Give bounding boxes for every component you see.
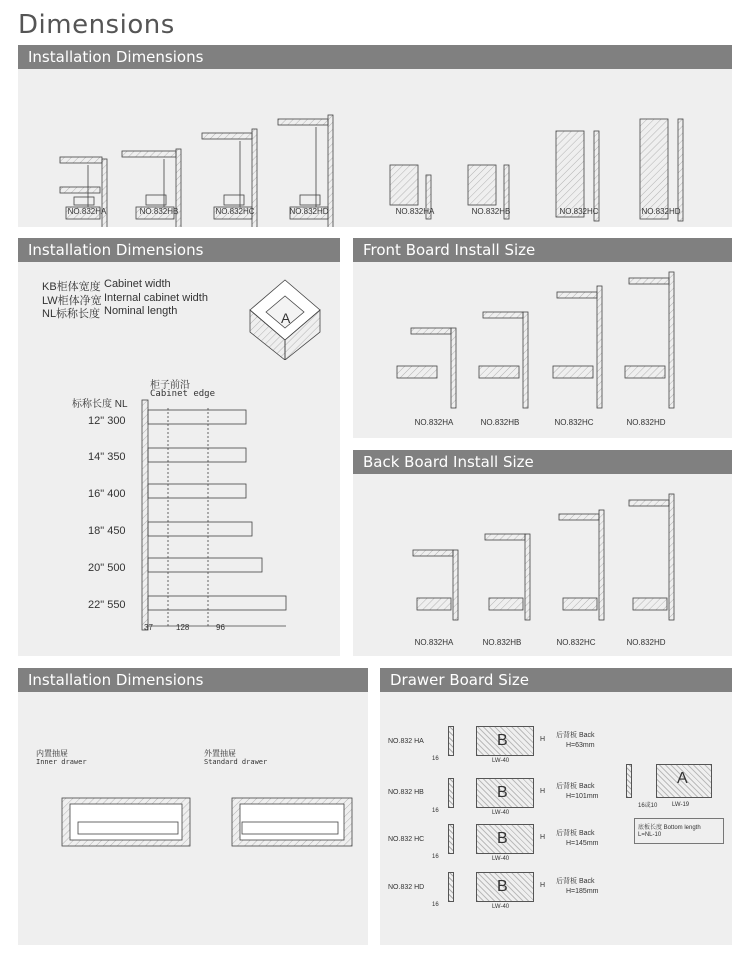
standard-drawer-cn: 外置抽屉 [204, 749, 236, 758]
bottom-board-16-10: 16或10 [638, 803, 658, 809]
front-board-drawing [353, 262, 732, 412]
board-row-hc-hlabel: H [540, 834, 546, 841]
section-header: Installation Dimensions [18, 45, 732, 69]
bottom-board-lw19: LW-19 [672, 802, 690, 808]
bottom-board-letter: A [677, 770, 688, 787]
page-title: Dimensions [18, 10, 175, 40]
section-back-board-install-size [353, 450, 732, 656]
length-550: 22" 550 [88, 599, 126, 611]
board-row-ha-lw40: LW-40 [492, 758, 510, 764]
front-model-hb: NO.832HB [480, 418, 520, 427]
bottom-length-formula: L=NL-10 [638, 832, 662, 838]
board-row-hd-lw40: LW-40 [492, 904, 510, 910]
installation-profiles-drawing [18, 69, 732, 227]
legend-nl-en: Nominal length [104, 305, 178, 317]
board-row-hd-h: H=185mm [566, 888, 599, 895]
section-drawer-board-size [380, 668, 732, 945]
board-row-hd-16: 16 [432, 902, 439, 908]
length-450: 18" 450 [88, 525, 126, 537]
board-row-hc-model: NO.832 HC [388, 836, 425, 843]
back-board-drawing [353, 474, 732, 630]
legend-kb-cn: KB柜体宽度 [42, 281, 101, 293]
inner-drawer-cn: 内置抽屉 [36, 749, 68, 758]
sec1-model-hb: NO.832HB [139, 207, 179, 216]
board-row-hc-16: 16 [432, 854, 439, 860]
svg-text:A: A [281, 310, 291, 326]
back-model-hc: NO.832HC [556, 638, 596, 647]
board-row-hb-16: 16 [432, 808, 439, 814]
legend-kb-en: Cabinet width [104, 278, 171, 290]
board-row-hb-lw40: LW-40 [492, 810, 510, 816]
board-row-ha-model: NO.832 HA [388, 738, 424, 745]
cabinet-edge-en: Cabinet edge [150, 389, 216, 399]
legend-lw-en: Internal cabinet width [104, 292, 208, 304]
section-header: Installation Dimensions [18, 238, 340, 262]
section-header: Installation Dimensions [18, 668, 368, 692]
nominal-length-label: 标称长度 NL [72, 399, 128, 410]
dim-37: 37 [144, 623, 153, 632]
dim-96: 96 [216, 623, 225, 632]
drawer-install-drawing [18, 768, 368, 888]
bottom-board-side [626, 764, 632, 798]
board-row-hb-side [448, 778, 454, 808]
bottom-length-label: 底板长度 Bottom length [638, 825, 701, 831]
board-row-hb-back-cn: 后背板 Back [556, 783, 595, 790]
board-row-ha-16: 16 [432, 756, 439, 762]
board-row-hc-side [448, 824, 454, 854]
dim-128: 128 [176, 623, 190, 632]
section-installation-dimensions-top [18, 45, 732, 227]
board-row-ha-hlabel: H [540, 736, 546, 743]
board-row-hd-back-cn: 后背板 Back [556, 878, 595, 885]
length-350: 14" 350 [88, 451, 126, 463]
legend-lw-cn: LW柜体净宽 [42, 295, 102, 307]
board-row-hc-letter: B [497, 830, 508, 847]
section-header: Front Board Install Size [353, 238, 732, 262]
back-model-ha: NO.832HA [414, 638, 454, 647]
back-model-hd: NO.832HD [626, 638, 666, 647]
board-row-hd-model: NO.832 HD [388, 884, 425, 891]
sec1-model-hc: NO.832HC [215, 207, 255, 216]
board-row-hc-back-cn: 后背板 Back [556, 830, 595, 837]
cabinet-edge-cn: 柜子前沿 [150, 380, 190, 391]
sec1-right-model-hc: NO.832HC [559, 207, 599, 216]
board-row-ha-back-cn: 后背板 Back [556, 732, 595, 739]
board-row-ha-side [448, 726, 454, 756]
sec1-right-model-hd: NO.832HD [641, 207, 681, 216]
inner-drawer-en: Inner drawer [36, 758, 87, 766]
sec1-model-ha: NO.832HA [67, 207, 107, 216]
sec1-right-model-hb: NO.832HB [471, 207, 511, 216]
sec1-model-hd: NO.832HD [289, 207, 329, 216]
slide-lengths-drawing [18, 388, 340, 648]
board-row-hb-model: NO.832 HB [388, 789, 424, 796]
section-installation-dimensions-drawers [18, 668, 368, 945]
standard-drawer-en: Standard drawer [204, 758, 268, 766]
board-row-hb-h: H=101mm [566, 793, 599, 800]
section-header: Drawer Board Size [380, 668, 732, 692]
board-row-ha-h: H=63mm [566, 742, 595, 749]
section-header: Back Board Install Size [353, 450, 732, 474]
board-row-ha-letter: B [497, 732, 508, 749]
legend-nl-cn: NL标称长度 [42, 308, 101, 320]
front-model-hd: NO.832HD [626, 418, 666, 427]
back-model-hb: NO.832HB [482, 638, 522, 647]
board-row-hb-letter: B [497, 784, 508, 801]
length-300: 12" 300 [88, 415, 126, 427]
front-model-hc: NO.832HC [554, 418, 594, 427]
section-front-board-install-size [353, 238, 732, 438]
front-model-ha: NO.832HA [414, 418, 454, 427]
board-row-hd-hlabel: H [540, 882, 546, 889]
board-row-hc-lw40: LW-40 [492, 856, 510, 862]
cabinet-3d-drawing [240, 270, 330, 360]
length-400: 16" 400 [88, 488, 126, 500]
section-installation-dimensions-lengths [18, 238, 340, 656]
board-row-hc-h: H=145mm [566, 840, 599, 847]
length-500: 20" 500 [88, 562, 126, 574]
board-row-hd-letter: B [497, 878, 508, 895]
board-row-hd-side [448, 872, 454, 902]
board-row-hb-hlabel: H [540, 788, 546, 795]
sec1-right-model-ha: NO.832HA [395, 207, 435, 216]
